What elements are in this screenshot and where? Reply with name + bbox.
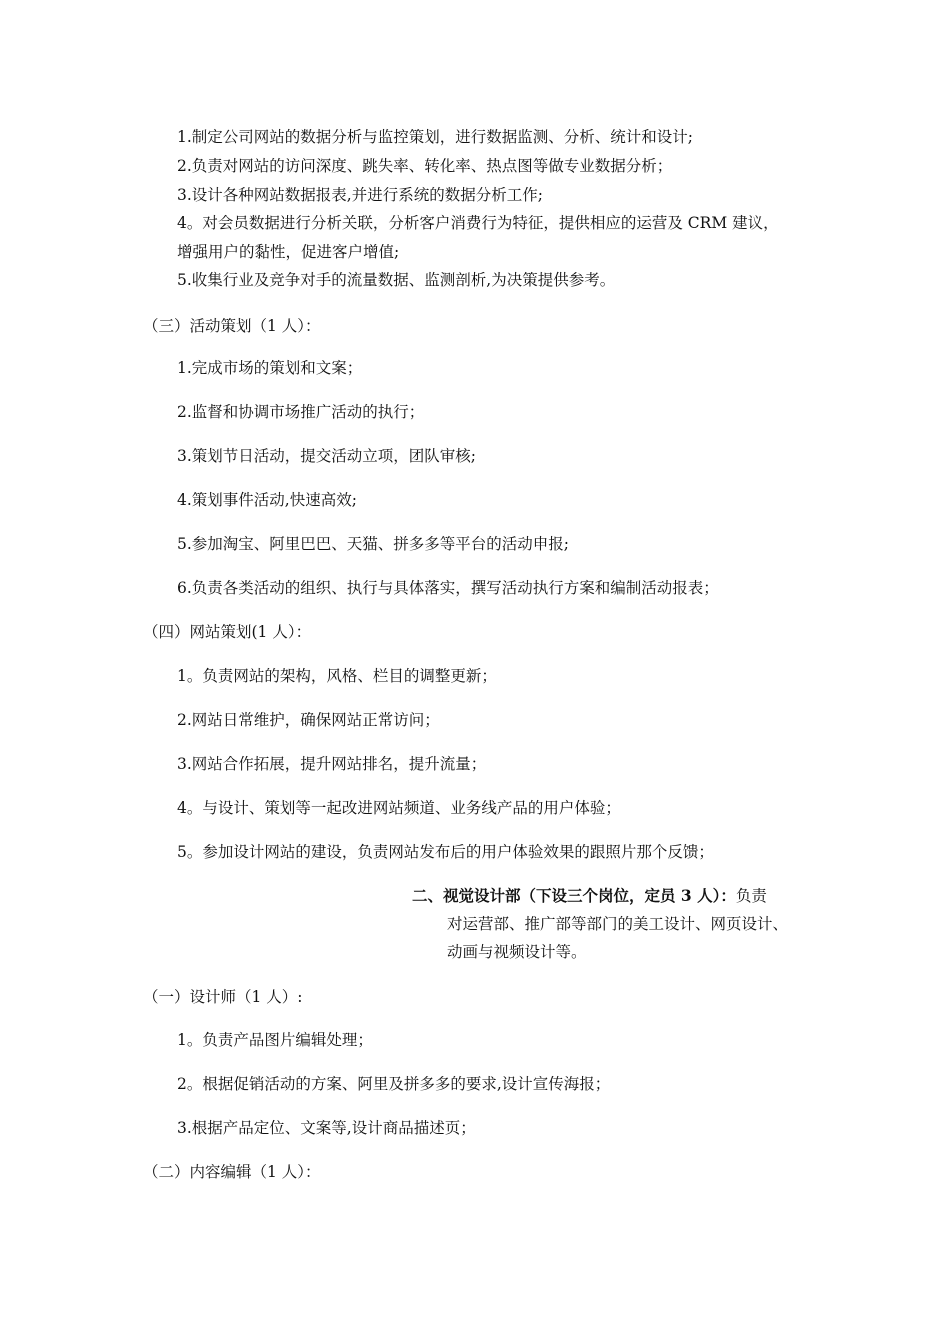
section-heading-content-editor: （二）内容编辑（1 人）：: [143, 1163, 321, 1181]
list-item: 3.根据产品定位、文案等,设计商品描述页；: [177, 1119, 476, 1137]
department-title-rest: 负责: [735, 887, 767, 905]
list-item: 3.网站合作拓展，提升网站排名，提升流量；: [177, 755, 487, 773]
list-item: 5。参加设计网站的建设，负责网站发布后的用户体验效果的跟照片那个反馈；: [177, 843, 714, 861]
list-item: 3.策划节日活动，提交活动立项，团队审核;: [177, 447, 477, 465]
department-description: 对运营部、推广部等部门的美工设计、网页设计、: [447, 915, 789, 933]
section-heading-website-planning: （四）网站策划(1 人）：: [143, 623, 312, 641]
list-item: 2.监督和协调市场推广活动的执行；: [177, 403, 425, 421]
list-item: 6.负责各类活动的组织、执行与具体落实，撰写活动执行方案和编制活动报表；: [177, 579, 719, 597]
list-item: 5.收集行业及竞争对手的流量数据、监测剖析,为决策提供参考。: [177, 271, 616, 289]
section-heading-designer: （一）设计师（1 人）:: [143, 988, 303, 1006]
list-item: 1。负责产品图片编辑处理；: [177, 1031, 373, 1049]
list-item: 2.负责对网站的访问深度、跳失率、转化率、热点图等做专业数据分析；: [177, 157, 673, 175]
list-item: 1.完成市场的策划和文案；: [177, 359, 363, 377]
list-item: 2.网站日常维护，确保网站正常访问；: [177, 711, 440, 729]
list-item: 1.制定公司网站的数据分析与监控策划，进行数据监测、分析、统计和设计;: [177, 128, 694, 146]
list-item: 3.设计各种网站数据报表,并进行系统的数据分析工作;: [177, 186, 543, 204]
list-item: 4。与设计、策划等一起改进网站频道、业务线产品的用户体验；: [177, 799, 621, 817]
list-item: 4.策划事件活动,快速高效;: [177, 491, 357, 509]
department-title: 二、视觉设计部（下设三个岗位，定员 3 人）：: [412, 886, 736, 905]
list-item: 5.参加淘宝、阿里巴巴、天猫、拼多多等平台的活动申报;: [177, 535, 570, 553]
department-description: 动画与视频设计等。: [447, 943, 587, 961]
section-heading-activity-planning: （三）活动策划（1 人）：: [143, 317, 321, 335]
list-item-continuation: 增强用户的黏性，促进客户增值;: [177, 243, 400, 261]
department-heading: [412, 886, 767, 906]
list-item: 4。对会员数据进行分析关联，分析客户消费行为特征，提供相应的运营及 CRM 建议，: [177, 214, 779, 232]
list-item: 1。负责网站的架构，风格、栏目的调整更新；: [177, 667, 497, 685]
list-item: 2。根据促销活动的方案、阿里及拼多多的要求,设计宣传海报；: [177, 1075, 611, 1093]
